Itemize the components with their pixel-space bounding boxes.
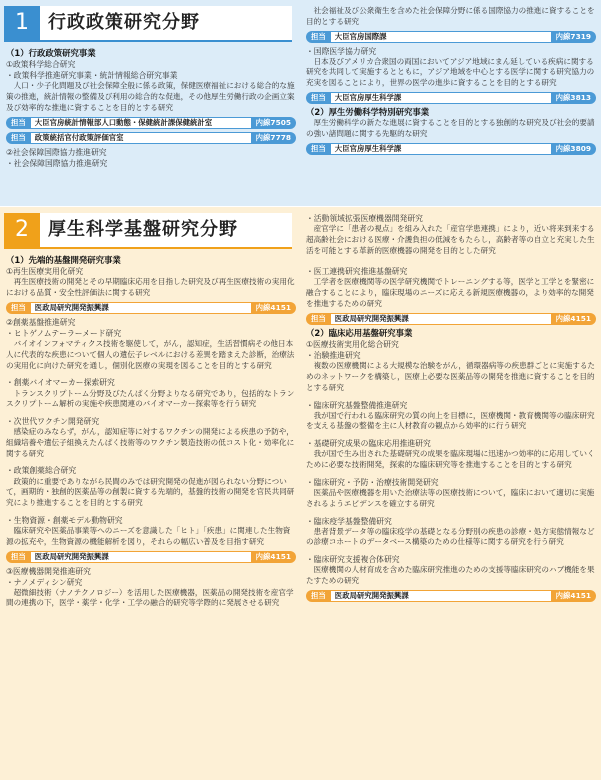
research-item: ・臨床研究支援複合体研究 [306,555,400,565]
section-title: 厚生科学基盤研究分野 [40,213,292,247]
contact-extension: 内線3809 [551,143,596,155]
contact-label: 担当 [306,143,331,155]
contact-label: 担当 [306,92,331,104]
research-item: ①政策科学総合研究 [6,60,76,70]
left-column [6,253,296,609]
research-description: 我が国で行われる臨床研究の質の向上を目標に，医療機関・教育機関等の臨床研究を支える基盤の整備を主に人材教育の観点から効率的に行う研究 [306,410,595,431]
contact-department: 大臣官房統計情報部人口動態・保健統計課保健統計室 [31,117,251,129]
contact-label: 担当 [6,551,31,563]
contact-extension: 内線7505 [251,117,296,129]
contact-extension: 内線4151 [551,313,596,325]
contact-bar [6,132,296,144]
research-description: 人口・少子化問題及び社会保障全般に係る政策，保健医療福祉における総合的な施策の推進，統計情報の整備及び利用の総合的な促進，その他厚生労働行政の企画立案及び効率的な推進に資することを目的とする研究 [6,81,295,113]
contact-bar [306,313,596,325]
research-description: 我が国で生み出された基礎研究の成果を臨床現場に迅速かつ効率的に応用していくために必要な技術開発，探索的な臨床研究等を推進することを目的とする研究 [306,449,595,470]
research-description: 厚生労働科学の新たな進展に資することを目的とする独創的な研究及び社会的要請の強い諸問題に関する先駆的な研究 [306,118,595,139]
research-description: 超微細技術（ナノテクノロジー）を活用した医療機器，医薬品の開発技術を産官学間の連携の下，医学・薬学・化学・工学の融合的研究等学際的に発展させる研究 [6,587,294,608]
research-description: 患者背景データ等の臨床疫学の基礎となる分野別の疾患の診療・処方実態情報などの診療コホートのデータベース構築のための仕様等に関する研究を行う研究 [306,526,595,547]
research-description: バイオインフォマティクス技術を駆使して，がん，認知症，生活習慣病その他日本人に代表的な疾患について個人の遺伝子レベルにおける差異を踏まえた診断，治療法の実用化に向けた研究を通し，個別化医療の実現を図ることを目的とする研究 [6,339,295,370]
research-description: 産官学に「患者の視点」を組み入れた「産官学患連携」により，近い将来到来する超高齢社会における医療・介護負担の低減をもたらし，高齢者等の自立と充実した生活を可能とする革新的医療機器の開発を目的とした研究 [306,224,595,255]
research-description: トランスクリプトーム分野及びたんぱく分野よりなる研究であり，包括的なトランスクリプトーム解析の実施や疾患関連のバイオマーカー探索等を行う研究 [6,388,295,409]
research-item: ・創薬バイオマーカー探索研究 [6,378,115,388]
research-item: ③医療機器開発推進研究 [6,566,91,576]
contact-bar [306,143,596,155]
research-item: ・ナノメディシン研究 [6,577,83,587]
contact-bar [6,117,296,129]
section-gyosei-seisaku [0,0,601,206]
research-description: 臨床研究や医薬品事業等へのニーズを意識した「ヒト」「疾患」に関連した生物資源の拡充や，生物資源の機能解析を図り，それらの幅広い普及を目指す研究 [6,525,291,546]
contact-department: 医政局研究開発振興課 [331,313,551,325]
project-heading: （2）厚生労働科学特別研究事業 [306,106,430,117]
section-number: 2 [4,213,40,247]
contact-extension: 内線7778 [251,132,296,144]
research-item: ・社会保障国際協力推進研究 [6,158,108,168]
section-title: 行政政策研究分野 [40,6,292,40]
right-column [306,6,596,158]
contact-department: 医政局研究開発振興課 [331,590,551,602]
contact-department: 大臣官房厚生科学課 [331,143,551,155]
contact-extension: 内線4151 [251,302,296,314]
left-column [6,46,296,169]
section-header [4,213,292,249]
research-item: ①再生医療実用化研究 [6,267,84,277]
research-description: 工学者を医療機関等の医学研究機関でトレーニングする等，医学と工学とを緊密に融合することにより，臨床現場のニーズに応える新規医療機器の，より効率的な開発を推進するための研究 [306,277,595,309]
contact-label: 担当 [306,590,331,602]
contact-extension: 内線4151 [551,590,596,602]
research-item: ②社会保障国際協力推進研究 [6,147,107,157]
project-heading: （2）臨床応用基盤研究事業 [306,327,413,338]
research-description: 政策的に重要でありながら民間のみでは研究開発の促進が図られない分野について，画期的・独創的医薬品等の創製に資する先端的，基盤的技術の開発を官民共同研究により推進することを目的とする研究 [6,476,295,508]
contact-department: 医政局研究開発振興課 [31,551,251,563]
contact-label: 担当 [6,117,31,129]
research-item: ・次世代ワクチン開発研究 [6,417,100,427]
research-item: ・国際医学協力研究 [306,46,377,56]
contact-department: 大臣官房国際課 [331,31,551,43]
contact-label: 担当 [306,31,331,43]
research-item: ・医工連携研究推進基盤研究 [306,267,408,277]
research-item: ・政策科学推進研究事業・統計情報総合研究事業 [6,71,178,81]
research-description: 感染症のみならず，がん，認知症等に対するワクチンの開発による疾患の予防や，組織培養や遺伝子組換えたんぱく技術等のワクチン製造技術の低コスト化・効率化に関する研究 [6,427,295,458]
research-description: 医療機関の人材育成を含めた臨床研究推進のための支援等臨床研究のハブ機能を果たすための研究 [306,565,595,585]
contact-department: 政策統括官付政策評価官室 [31,132,251,144]
section-kousei-kagaku-kiban [0,207,601,780]
research-item: ①医療技術実用化総合研究 [306,340,399,350]
contact-bar [306,92,596,104]
contact-label: 担当 [6,132,31,144]
project-heading: （1）行政政策研究事業 [6,48,96,58]
research-item: ・治験推進研究 [306,351,361,361]
research-description: 日本及びアメリカ合衆国の両国においてアジア地域にまん延している疾病に関する研究を共同して実施するとともに，アジア地域を中心とする医学に関する研究協力の充実を図ることにより，世界の医学の進歩に資することを目的とする研究 [306,56,595,88]
research-item: ・臨床研究基盤整備推進研究 [306,400,408,410]
research-item: ・ヒトゲノムテーラーメード研究 [6,329,122,339]
research-description: 医薬品や医療機器を用いた治療法等の医療技術について，臨床において適切に実施されるようエビデンスを確立する研究 [306,487,595,508]
research-item: ・政策創薬総合研究 [6,466,77,476]
research-item: ・臨床研究・予防・治療技術開発研究 [306,477,439,487]
research-description: 複数の医療機関による大規模な治験をがん，循環器病等の疾患群ごとに実施するためのネットワークを構築し，医療上必要な医薬品等の開発を推進に資することを目的とする研究 [306,361,596,392]
contact-bar [306,31,596,43]
research-description: 社会福祉及び公衆衛生を含めた社会保障分野に係る国際協力の推進に資することを目的とする研究 [306,6,595,26]
contact-bar [6,302,296,314]
section-number: 1 [4,6,40,40]
contact-extension: 内線4151 [251,551,296,563]
contact-bar [306,590,596,602]
contact-extension: 内線7319 [551,31,596,43]
research-item: ・臨床疫学基盤整備研究 [306,516,392,526]
section-header [4,6,292,42]
right-column [306,213,596,605]
contact-label: 担当 [6,302,31,314]
contact-extension: 内線3813 [551,92,596,104]
research-item: ②創薬基盤推進研究 [6,317,76,327]
project-heading: （1）先端的基盤開発研究事業 [6,255,121,265]
contact-department: 医政局研究開発振興課 [31,302,251,314]
research-item: ・基礎研究成果の臨床応用推進研究 [306,439,431,449]
research-item: ・生物資源・創薬モデル動物研究 [6,515,123,525]
research-item: ・活動領域拡張医療機器開発研究 [306,214,423,223]
contact-department: 大臣官房厚生科学課 [331,92,551,104]
research-description: 再生医療技術の開発とその早期臨床応用を目指した研究及び再生医療技術の実用化における品質・安全性評価法に関する研究 [6,277,295,298]
contact-label: 担当 [306,313,331,325]
contact-bar [6,551,296,563]
